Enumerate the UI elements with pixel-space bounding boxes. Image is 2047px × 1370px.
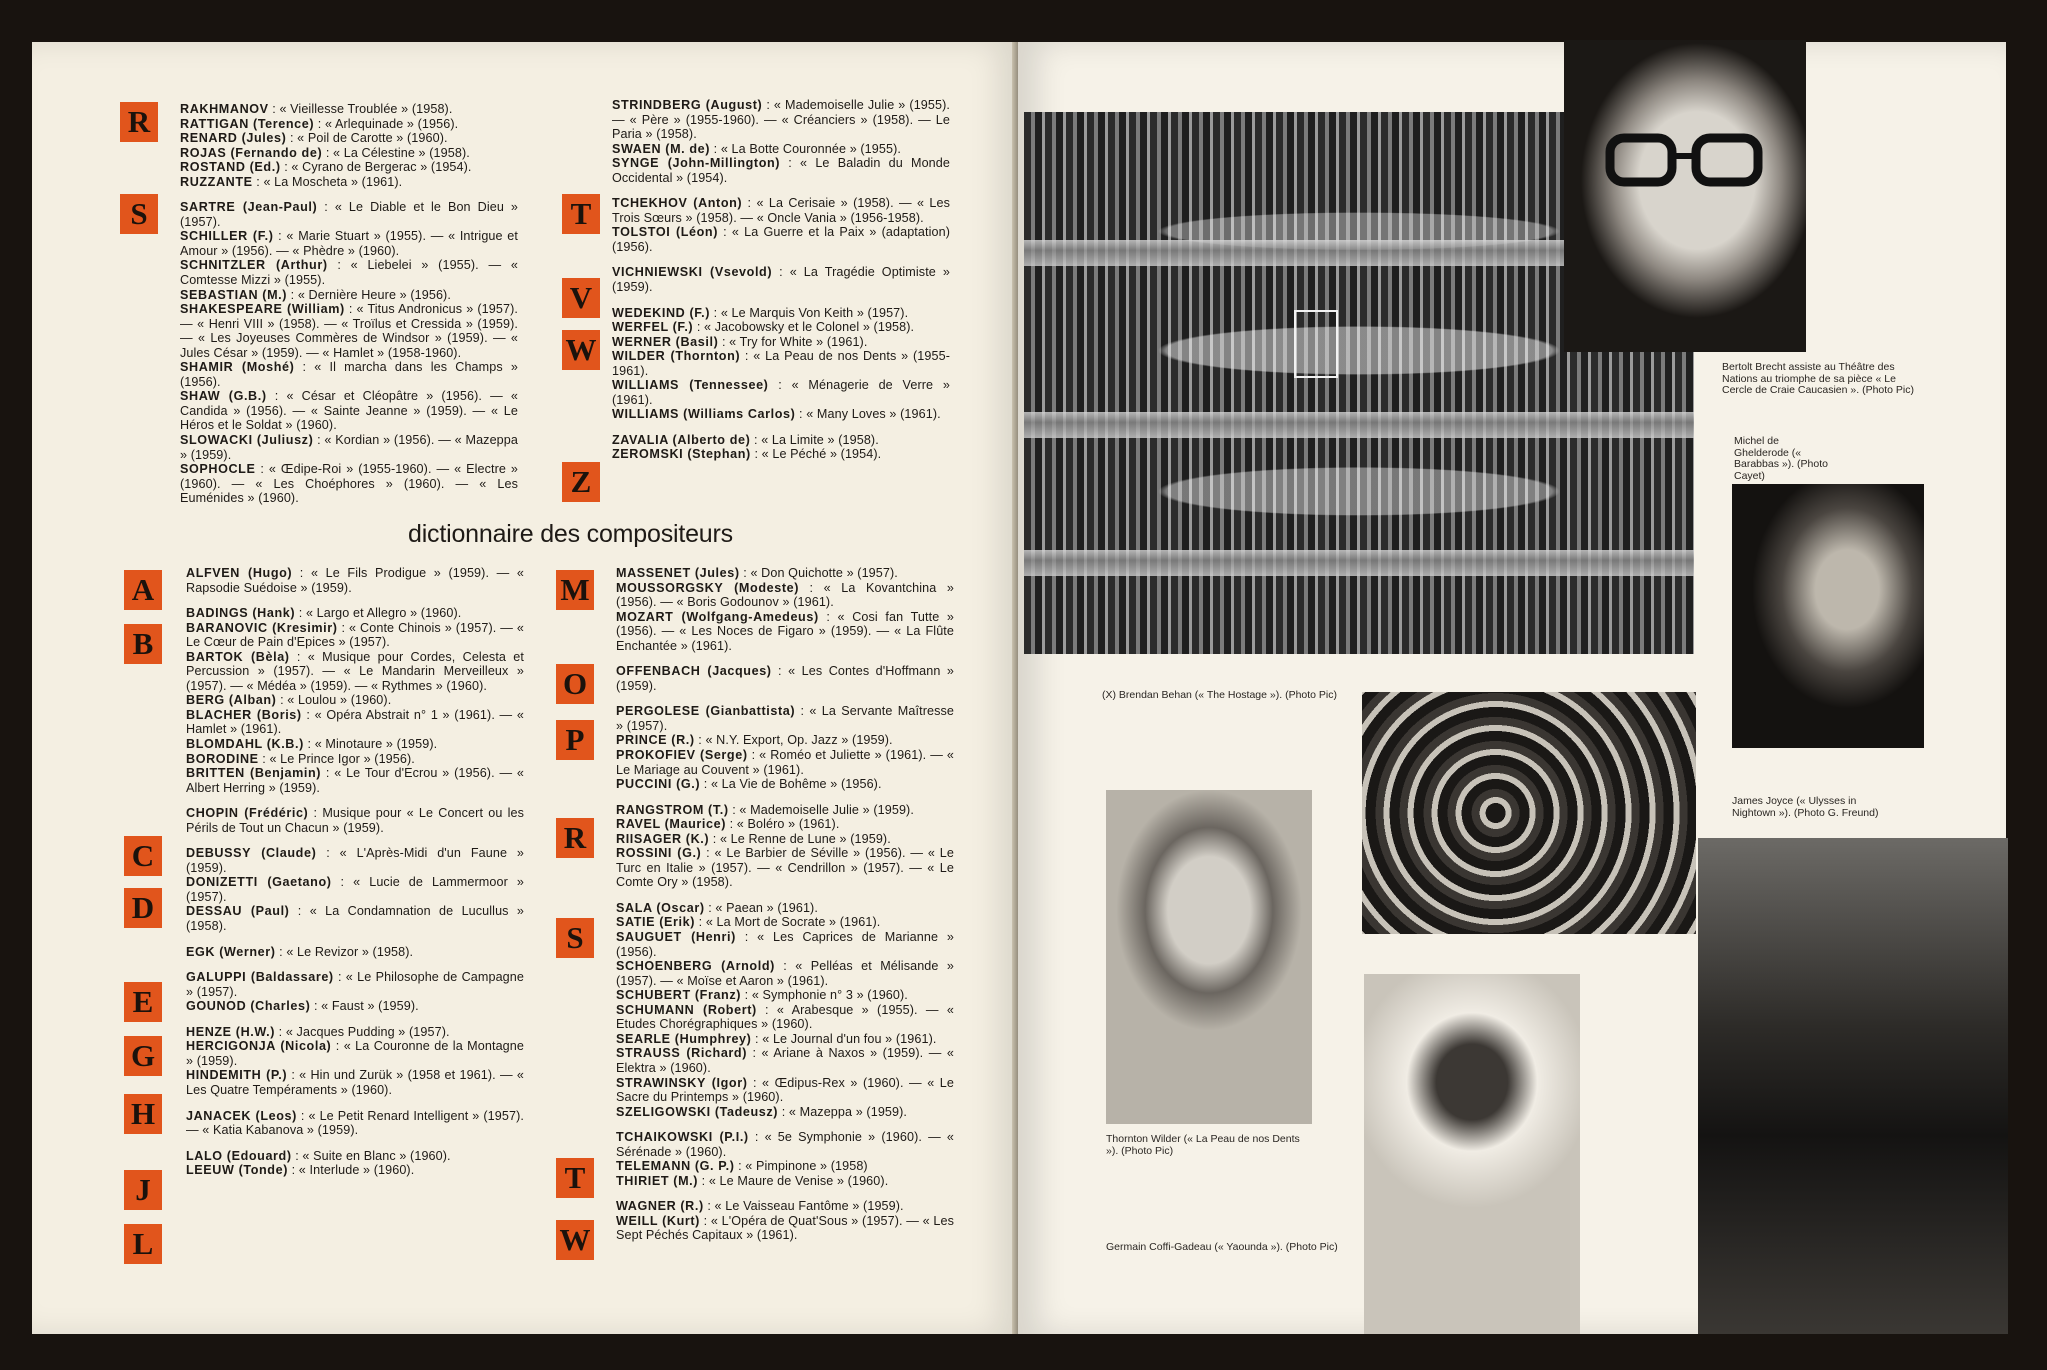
dictionary-entry <box>612 447 950 462</box>
letter-badge-P: P <box>556 720 594 760</box>
entry-text: : « Marie Stuart » (1955). — « Intrigue et Amour » (1956). — « Phèdre » (1960). <box>180 229 518 258</box>
entry-text: : « Le Prince Igor » (1956). <box>258 751 415 766</box>
entry-text: : « Kordian » (1956). — « Mazeppa » (1959). <box>180 433 518 462</box>
entry-text: : « Arabesque » (1955). — « Etudes Chorégraphiques » (1960). <box>616 1002 954 1032</box>
entry-text: : « Le Tour d'Ecrou » (1956). — « Albert Herring » (1959). <box>186 766 524 795</box>
letter-badge-G: G <box>124 1036 162 1076</box>
caption-coffi: Germain Coffi-Gadeau (« Yaounda »). (Photo Pic) <box>1106 1241 1338 1253</box>
entry-text: : « Le Philosophe de Campagne » (1957). <box>186 970 524 999</box>
dictionary-entry <box>180 175 518 190</box>
entry-name: ROSSINI (G.) <box>616 846 702 861</box>
entry-text: : « Le Petit Renard Intelligent » (1957). — « Katia Kabanova » (1959). <box>186 1108 524 1138</box>
dictionary-entry <box>616 959 954 988</box>
entry-name: LEEUW (Tonde) <box>186 1163 289 1178</box>
entry-name: HERCIGONJA (Nicola) <box>186 1039 332 1054</box>
dictionary-entry <box>616 1032 954 1047</box>
entry-text: : « Conte Chinois » (1957). — « Le Cœur de Pain d'Epices » (1957). <box>186 620 524 650</box>
entry-name: SCHOENBERG (Arnold) <box>616 959 775 974</box>
entry-text: : « La Servante Maîtresse » (1957). <box>616 704 954 733</box>
entry-name: WAGNER (R.) <box>616 1199 704 1214</box>
entry-name: RAVEL (Maurice) <box>616 817 727 832</box>
entry-name: SWAEN (M. de) <box>612 141 711 156</box>
dictionary-entry <box>180 131 518 146</box>
entry-name: JANACEK (Leos) <box>186 1108 297 1123</box>
entry-name: SCHUMANN (Robert) <box>616 1002 757 1017</box>
entry-text: : « La Guerre et la Paix » (adaptation) (1956). <box>612 225 950 254</box>
entry-name: STRAUSS (Richard) <box>616 1046 748 1061</box>
entry-text: : « Le Maure de Venise » (1960). <box>698 1173 889 1188</box>
dictionary-entry <box>616 704 954 733</box>
dictionary-entry <box>616 733 954 748</box>
entry-name: WEDEKIND (F.) <box>612 305 711 320</box>
entry-name: DESSAU (Paul) <box>186 904 290 919</box>
entry-text: : « La Moscheta » (1961). <box>252 174 403 189</box>
dictionary-entry <box>186 693 524 708</box>
entry-text: : « Don Quichotte » (1957). <box>739 566 898 580</box>
entry-name: SCHNITZLER (Arthur) <box>180 258 328 273</box>
dictionary-entry <box>180 389 518 433</box>
entry-name: CHOPIN (Frédéric) <box>186 806 309 821</box>
dictionary-entry <box>186 1109 524 1138</box>
entry-text: : « Jacobowsky et le Colonel » (1958). <box>693 320 915 335</box>
dictionary-entry <box>180 102 518 117</box>
entry-text: : « 5e Symphonie » (1960). — « Sérénade » (1960). <box>616 1130 954 1159</box>
entry-name: RANGSTROM (T.) <box>616 802 729 817</box>
entry-name: THIRIET (M.) <box>616 1173 699 1188</box>
dictionary-entry <box>180 117 518 132</box>
coffi-gadeau-photo <box>1364 974 1580 1334</box>
dictionary-entry <box>616 832 954 847</box>
entry-name: STRAWINSKY (Igor) <box>616 1075 748 1090</box>
entry-text: : « Titus Andronicus » (1957). — « Henri VIII » (1958). — « Troïlus et Cressida » (1959). — « Les Joyeuses Commères de Windsor » (1959). — « Jules César » (1959). — « Hamlet » (1958-1960). <box>180 302 518 360</box>
entry-text: : « Interlude » (1960). <box>288 1163 415 1178</box>
entry-list <box>180 102 518 506</box>
composers-column-1 <box>186 566 524 1178</box>
entry-name: HINDEMITH (P.) <box>186 1068 288 1083</box>
brecht-portrait-photo <box>1564 40 1806 352</box>
dictionary-entry <box>616 1003 954 1032</box>
entry-text: : « Ménagerie de Verre » (1961). <box>612 378 950 407</box>
wilder-portrait-photo <box>1106 790 1312 1124</box>
entry-name: ZEROMSKI (Stephan) <box>612 447 751 462</box>
dictionary-entry <box>616 777 954 792</box>
entry-text: : « L'Opéra de Quat'Sous » (1957). — « Les Sept Péchés Capitaux » (1961). <box>616 1213 954 1243</box>
letter-badge-W2: W <box>556 1220 594 1260</box>
dictionary-entry <box>612 265 950 294</box>
joyce-street-photo <box>1698 838 2008 1334</box>
entry-name: DONIZETTI (Gaetano) <box>186 875 332 890</box>
entry-name: TOLSTOI (Léon) <box>612 225 719 240</box>
entry-text: : « La Peau de nos Dents » (1955-1961). <box>612 349 950 378</box>
entry-name: ROSTAND (Ed.) <box>180 160 281 175</box>
entry-text: : « Il marcha dans les Champs » (1956). <box>180 360 518 389</box>
dictionary-entry <box>186 1068 524 1097</box>
dictionary-entry <box>612 320 950 335</box>
entry-text: : « Faust » (1959). <box>310 999 419 1014</box>
section-heading-compositeurs: dictionnaire des compositeurs <box>408 520 733 548</box>
entry-text: : « Le Baladin du Monde Occidental » (1954). <box>612 156 950 185</box>
dictionary-entry <box>186 875 524 904</box>
dictionary-entry <box>186 752 524 767</box>
dictionary-entry <box>612 407 950 422</box>
entry-name: OFFENBACH (Jacques) <box>616 664 772 679</box>
letter-badge-H: H <box>124 1094 162 1134</box>
entry-text: : « Cosi fan Tutte » (1956). — « Les Noces de Figaro » (1959). — « La Flûte Enchantée » (1961). <box>616 609 954 653</box>
dictionary-entry <box>180 302 518 360</box>
ghelderode-portrait-photo <box>1732 484 1924 748</box>
entry-text: : « La Condamnation de Lucullus » (1958). <box>186 904 524 934</box>
dictionary-entry <box>186 566 524 595</box>
caption-behan: (X) Brendan Behan (« The Hostage »). (Photo Pic) <box>1102 689 1338 701</box>
entry-name: BORODINE <box>186 751 259 766</box>
dictionary-entry <box>616 1214 954 1243</box>
entry-name: MOZART (Wolfgang-Amedeus) <box>616 609 819 624</box>
letter-badge-V: V <box>562 278 600 318</box>
caption-wilder: Thornton Wilder (« La Peau de nos Dents »). (Photo Pic) <box>1106 1133 1300 1157</box>
dictionary-entry <box>186 766 524 795</box>
entry-name: VICHNIEWSKI (Vsevold) <box>612 265 773 280</box>
dictionary-entry <box>616 610 954 654</box>
letter-badge-J: J <box>124 1170 162 1210</box>
entry-name: TCHAIKOWSKI (P.I.) <box>616 1130 749 1145</box>
entry-text: : « Dernière Heure » (1956). <box>287 287 451 302</box>
entry-text: : « La Cerisaie » (1958). — « Les Trois Sœurs » (1958). — « Oncle Vania » (1956-1958). <box>612 196 950 225</box>
dictionary-entry <box>616 901 954 916</box>
dictionary-entry <box>612 433 950 448</box>
entry-text: : « Ariane à Naxos » (1959). — « Elektra » (1960). <box>616 1046 954 1075</box>
entry-text: : « Jacques Pudding » (1957). <box>275 1024 450 1039</box>
entry-name: SOPHOCLE <box>180 462 256 477</box>
entry-name: TCHEKHOV (Anton) <box>612 196 743 211</box>
entry-text: : « Loulou » (1960). <box>276 693 392 708</box>
dictionary-entry <box>616 1105 954 1120</box>
top-dictionary-column-1 <box>180 102 518 506</box>
dictionary-entry <box>612 142 950 157</box>
entry-text: : « La Botte Couronnée » (1955). <box>710 141 901 156</box>
dictionary-entry <box>186 1149 524 1164</box>
dictionary-entry <box>186 1163 524 1178</box>
entry-name: WILDER (Thornton) <box>612 349 741 364</box>
dictionary-entry <box>616 1199 954 1214</box>
entry-text: : « Boléro » (1961). <box>726 817 840 832</box>
entry-text: : « Suite en Blanc » (1960). <box>291 1148 451 1163</box>
entry-name: PRINCE (R.) <box>616 733 695 748</box>
entry-text: : « Pelléas et Mélisande » (1957). — « Moïse et Aaron » (1961). <box>616 959 954 988</box>
letter-badge-O: O <box>556 664 594 704</box>
entry-text: : « N.Y. Export, Op. Jazz » (1959). <box>694 733 893 748</box>
letter-badge-S: S <box>120 194 158 234</box>
dictionary-entry <box>186 806 524 835</box>
dictionary-entry <box>180 146 518 161</box>
dictionary-entry <box>616 817 954 832</box>
letter-badge-M: M <box>556 570 594 610</box>
dictionary-entry <box>612 156 950 185</box>
dictionary-entry <box>186 1039 524 1068</box>
composers-column-2 <box>616 566 954 1243</box>
dictionary-entry <box>180 200 518 229</box>
dictionary-entry <box>180 433 518 462</box>
entry-name: SHAW (G.B.) <box>180 389 267 404</box>
entry-name: GALUPPI (Baldassare) <box>186 970 334 985</box>
entry-text: : « César et Cléopâtre » (1956). — « Candida » (1956). — « Sainte Jeanne » (1959). — « Le Héros et le Soldat » (1960). <box>180 389 519 433</box>
letter-badge-W: W <box>562 330 600 370</box>
entry-name: SYNGE (John-Millington) <box>612 156 781 171</box>
dictionary-entry <box>612 335 950 350</box>
entry-text: : « La Couronne de la Montagne » (1959). <box>186 1039 524 1068</box>
entry-name: BLACHER (Boris) <box>186 707 302 722</box>
letter-badge-Z: Z <box>562 462 600 502</box>
letter-badge-T2: T <box>556 1158 594 1198</box>
dictionary-entry <box>616 1076 954 1105</box>
entry-name: SLOWACKI (Juliusz) <box>180 433 314 448</box>
dictionary-entry <box>612 349 950 378</box>
entry-text: : « La Célestine » (1958). <box>322 145 470 160</box>
dictionary-entry <box>616 988 954 1003</box>
entry-text: : « Mazeppa » (1959). <box>778 1104 908 1119</box>
entry-name: SEARLE (Humphrey) <box>616 1031 752 1046</box>
entry-text: : « Hin und Zurük » (1958 et 1961). — « Les Quatre Tempéraments » (1960). <box>186 1068 524 1097</box>
entry-name: RATTIGAN (Terence) <box>180 116 315 131</box>
dictionary-entry <box>616 915 954 930</box>
dictionary-entry <box>616 1046 954 1075</box>
dictionary-entry <box>186 904 524 933</box>
dictionary-entry <box>180 160 518 175</box>
entry-text: : « Paean » (1961). <box>704 900 818 915</box>
highlight-box <box>1294 310 1338 378</box>
entry-name: DEBUSSY (Claude) <box>186 846 317 861</box>
entry-name: RIISAGER (K.) <box>616 831 710 846</box>
entry-list <box>612 98 950 462</box>
entry-name: BRITTEN (Benjamin) <box>186 766 322 781</box>
entry-name: SCHUBERT (Franz) <box>616 988 742 1003</box>
entry-text: : « Minotaure » (1959). <box>303 737 438 752</box>
entry-text: : « Mademoiselle Julie » (1959). <box>728 802 914 817</box>
entry-name: MASSENET (Jules) <box>616 566 740 580</box>
dictionary-entry <box>616 1159 954 1174</box>
entry-name: PROKOFIEV (Serge) <box>616 748 748 763</box>
dictionary-entry <box>186 650 524 694</box>
entry-name: ALFVEN (Hugo) <box>186 566 293 580</box>
caption-brecht: Bertolt Brecht assiste au Théâtre des Nations au triomphe de sa pièce « Le Cercle de Craie Caucasien ». (Photo Pic) <box>1722 361 1915 396</box>
entry-name: EGK (Werner) <box>186 944 276 959</box>
entry-text: : « Roméo et Juliette » (1961). — « Le Mariage au Couvent » (1961). <box>616 748 954 777</box>
entry-name: PERGOLESE (Gianbattista) <box>616 704 796 719</box>
entry-text: : « Œdipe-Roi » (1955-1960). — « Electre » (1960). — « Les Choéphores » (1960). — « Les Euménides » (1960). <box>180 462 518 506</box>
dictionary-entry <box>186 970 524 999</box>
dictionary-entry <box>186 999 524 1014</box>
entry-name: WERFEL (F.) <box>612 320 694 335</box>
letter-badge-T: T <box>562 194 600 234</box>
dictionary-entry <box>616 1130 954 1159</box>
entry-name: WILLIAMS (Tennessee) <box>612 378 769 393</box>
entry-text: : « Le Barbier de Séville » (1956). — « Le Turc en Italie » (1957). — « Cendrillon » (1957). — « Le Comte Ory » (1958). <box>616 846 954 890</box>
entry-text: : « La Tragédie Optimiste » (1959). <box>612 265 950 295</box>
dictionary-entry <box>186 708 524 737</box>
entry-text: : « Le Vaisseau Fantôme » (1959). <box>703 1199 904 1214</box>
entry-text: : « Symphonie n° 3 » (1960). <box>741 988 908 1003</box>
letter-badge-C: C <box>124 836 162 876</box>
behan-crowd-photo <box>1362 692 1696 934</box>
entry-name: WEILL (Kurt) <box>616 1213 700 1228</box>
dictionary-entry <box>180 258 518 287</box>
dictionary-entry <box>612 306 950 321</box>
entry-name: WILLIAMS (Williams Carlos) <box>612 407 796 422</box>
entry-name: TELEMANN (G. P.) <box>616 1159 735 1174</box>
dictionary-entry <box>616 803 954 818</box>
letter-badge-S2: S <box>556 918 594 958</box>
entry-text: : « L'Après-Midi d'un Faune » (1959). <box>186 846 524 875</box>
dictionary-entry <box>616 748 954 777</box>
letter-badge-R2: R <box>556 818 594 858</box>
dictionary-entry <box>180 229 518 258</box>
dictionary-entry <box>180 360 518 389</box>
entry-text: : « Many Loves » (1961). <box>795 407 941 422</box>
entry-text: : « Les Contes d'Hoffmann » (1959). <box>616 664 955 693</box>
entry-name: SALA (Oscar) <box>616 900 705 915</box>
entry-text: : « La Limite » (1958). <box>750 432 879 447</box>
dictionary-entry <box>616 1174 954 1189</box>
dictionary-entry <box>186 606 524 621</box>
entry-text: : « Pimpinone » (1958) <box>734 1159 868 1174</box>
entry-text: : « Poil de Carotte » (1960). <box>286 131 448 146</box>
dictionary-entry <box>186 737 524 752</box>
entry-text: : « La Kovantchina » (1956). — « Boris Godounov » (1961). <box>616 580 954 610</box>
dictionary-entry <box>616 664 954 693</box>
entry-text: : « Le Péché » (1954). <box>750 447 882 462</box>
dictionary-entry <box>616 566 954 581</box>
entry-name: SEBASTIAN (M.) <box>180 287 288 302</box>
letter-badge-E: E <box>124 982 162 1022</box>
entry-name: BARTOK (Bèla) <box>186 649 290 664</box>
entry-name: STRINDBERG (August) <box>612 98 763 112</box>
dictionary-entry <box>186 621 524 650</box>
top-dictionary-column-2 <box>612 98 950 462</box>
entry-text: : « Le Fils Prodigue » (1959). — « Rapsodie Suédoise » (1959). <box>186 566 524 595</box>
entry-name: SZELIGOWSKI (Tadeusz) <box>616 1104 779 1119</box>
entry-name: BERG (Alban) <box>186 693 277 708</box>
entry-text: : « Liebelei » (1955). — « Comtesse Mizzi » (1955). <box>180 258 518 288</box>
entry-list <box>616 566 954 1243</box>
entry-text: : « Arlequinade » (1956). <box>314 116 459 131</box>
entry-name: SHAMIR (Moshé) <box>180 360 295 375</box>
entry-text: : « Le Marquis Von Keith » (1957). <box>710 305 909 320</box>
entry-name: ZAVALIA (Alberto de) <box>612 432 751 447</box>
dictionary-entry <box>616 846 954 890</box>
entry-text: : « La Vie de Bohême » (1956). <box>700 777 882 792</box>
entry-name: WERNER (Basil) <box>612 334 719 349</box>
entry-text: : « Try for White » (1961). <box>718 334 868 349</box>
dictionary-entry <box>612 378 950 407</box>
entry-name: BADINGS (Hank) <box>186 606 296 621</box>
entry-text: : « Mademoiselle Julie » (1955). — « Père » (1955-1960). — « Créanciers » (1958). — Le Paria » (1958). <box>612 98 950 142</box>
entry-name: ROJAS (Fernando de) <box>180 145 323 160</box>
entry-name: PUCCINI (G.) <box>616 777 701 792</box>
dictionary-entry <box>186 846 524 875</box>
letter-badge-B: B <box>124 624 162 664</box>
dictionary-entry <box>186 1025 524 1040</box>
glasses-drawing <box>1604 132 1764 188</box>
dictionary-entry <box>616 930 954 959</box>
entry-name: SAUGUET (Henri) <box>616 930 736 945</box>
entry-text: : « Lucie de Lammermoor » (1957). <box>186 875 524 904</box>
caption-joyce: James Joyce (« Ulysses in Nightown »). (Photo G. Freund) <box>1732 795 1879 819</box>
entry-text: : « Vieillesse Troublée » (1958). <box>268 102 453 116</box>
entry-text: : « Musique pour Cordes, Celesta et Percussion » (1957). — « Le Mandarin Merveilleux » (1957). — « Médéa » (1959). — « Rythmes » (1960). <box>186 649 524 693</box>
dictionary-entry <box>186 945 524 960</box>
entry-name: RAKHMANOV <box>180 102 269 116</box>
letter-badge-D: D <box>124 888 162 928</box>
entry-text: : « Le Renne de Lune » (1959). <box>709 831 891 846</box>
letter-badge-R: R <box>120 102 158 142</box>
entry-name: HENZE (H.W.) <box>186 1024 276 1039</box>
caption-ghelderode: Michel de Ghelderode (« Barabbas »). (Photo Cayet) <box>1734 435 1828 482</box>
entry-text: : « Le Revizor » (1958). <box>275 944 414 959</box>
entry-text: : « Cyrano de Bergerac » (1954). <box>280 160 472 175</box>
entry-name: RUZZANTE <box>180 174 253 189</box>
entry-list <box>186 566 524 1178</box>
entry-name: SCHILLER (F.) <box>180 229 274 244</box>
dictionary-entry <box>180 288 518 303</box>
entry-text: : « Œdipus-Rex » (1960). — « Le Sacre du Printemps » (1960). <box>616 1075 954 1105</box>
entry-text: : « Largo et Allegro » (1960). <box>295 606 462 621</box>
entry-name: MOUSSORGSKY (Modeste) <box>616 580 800 595</box>
entry-text: : « Les Caprices de Marianne » (1956). <box>616 930 955 959</box>
dictionary-entry <box>612 225 950 254</box>
entry-name: BARANOVIC (Kresimir) <box>186 620 338 635</box>
letter-badge-L: L <box>124 1224 162 1264</box>
dictionary-entry <box>612 196 950 225</box>
entry-name: BLOMDAHL (K.B.) <box>186 737 304 752</box>
entry-name: SARTRE (Jean-Paul) <box>180 200 318 215</box>
entry-name: RENARD (Jules) <box>180 131 287 146</box>
dictionary-entry <box>616 581 954 610</box>
entry-text: : « Le Diable et le Bon Dieu » (1957). <box>180 200 518 229</box>
entry-name: SATIE (Erik) <box>616 915 696 930</box>
entry-name: SHAKESPEARE (William) <box>180 302 345 317</box>
entry-name: GOUNOD (Charles) <box>186 999 311 1014</box>
dictionary-entry <box>612 98 950 142</box>
entry-text: : « Le Journal d'un fou » (1961). <box>751 1031 937 1046</box>
entry-text: : Musique pour « Le Concert ou les Périls de Tout un Chacun » (1959). <box>186 806 525 835</box>
entry-text: : « Opéra Abstrait n° 1 » (1961). — « Hamlet » (1961). <box>186 707 524 737</box>
dictionary-entry <box>180 462 518 506</box>
entry-name: LALO (Edouard) <box>186 1148 292 1163</box>
entry-text: : « La Mort de Socrate » (1961). <box>695 915 881 930</box>
letter-badge-A: A <box>124 570 162 610</box>
